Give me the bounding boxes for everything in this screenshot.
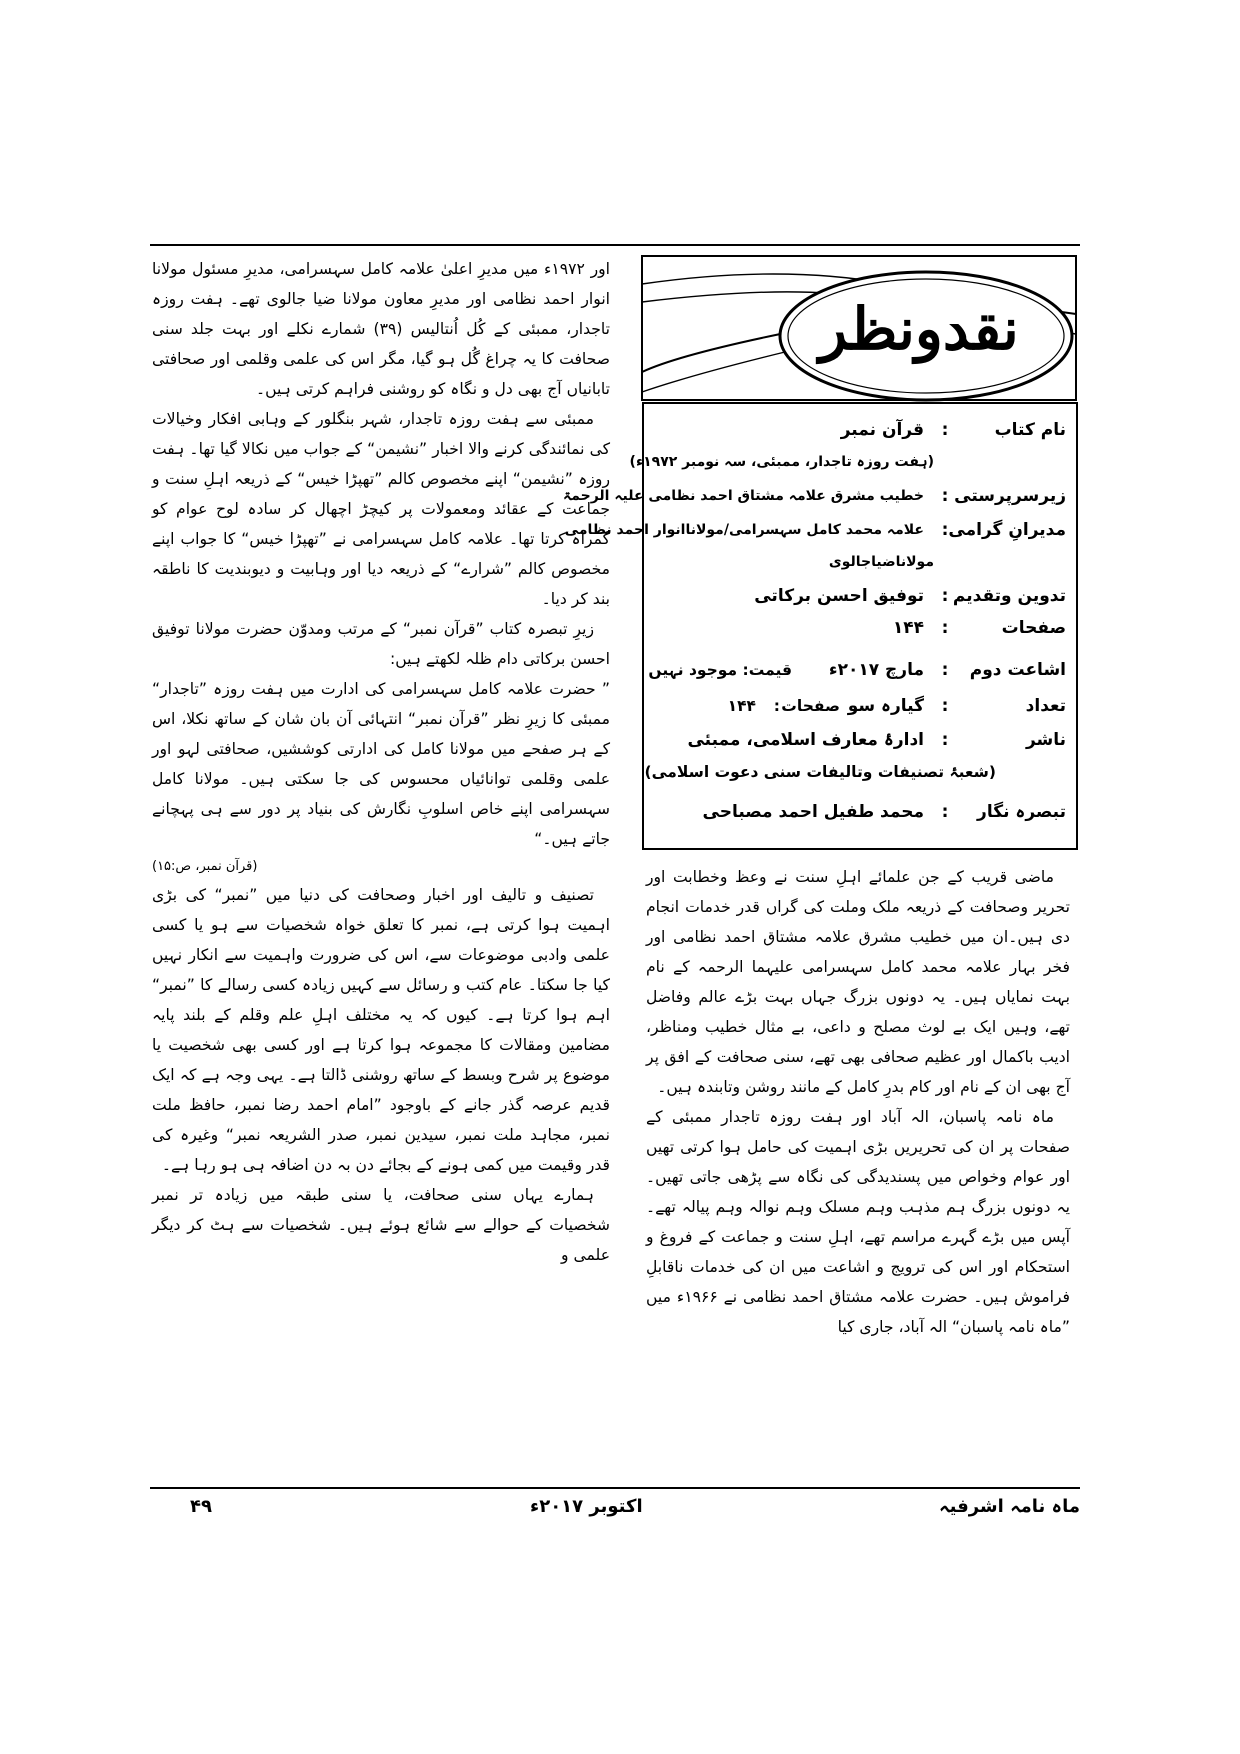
section-title: نقدونظر xyxy=(819,295,1019,363)
book-info-box xyxy=(563,402,1078,850)
editors-label: مدیرانِ گرامی xyxy=(948,520,1066,540)
block-quote: ” حضرت علامہ کامل سہسرامی کی ادارت میں ہفت روزہ ”تاجدار“ ممبئی کا زیرِ نظر ”قرآن نمبر“ انتہائی آن بان شان کے ساتھ نکلا، اس کے ہر صفحے میں مولانا کامل کی ادارتی کوششیں، صحافتی لہو اور علمی وقلمی توانائیاں محسوس کی جا سکتی ہیں۔ مولانا کامل سہسرامی اپنے خاص اسلوبِ نگارش کی بنیاد پر دور سے ہی پہچانے جاتے ہیں۔“ xyxy=(152,680,610,848)
colon: : xyxy=(941,420,949,440)
paragraph: زیرِ تبصرہ کتاب ”قرآن نمبر“ کے مرتب ومدوّن حضرت مولانا توفیق احسن برکاتی دام ظلہ لکھتے ہیں: xyxy=(152,620,610,668)
price-text: قیمت: موجود نہیں xyxy=(648,661,792,679)
colon: : xyxy=(941,730,949,750)
right-column xyxy=(563,250,1078,1480)
publisher-value: ادارۂ معارف اسلامی، ممبئی xyxy=(687,730,924,750)
left-column-body xyxy=(152,254,610,1270)
colon: : xyxy=(941,586,949,606)
edition-value: مارچ ۲۰۱۷ء xyxy=(828,660,924,680)
pages-value: ۱۴۴ xyxy=(892,618,924,638)
count-value: گیارہ سو xyxy=(847,696,924,716)
book-name-label: نام کتاب xyxy=(994,420,1066,440)
edition-label: اشاعت دوم xyxy=(969,660,1066,680)
patron-label: زیرسرپرستی xyxy=(954,486,1066,506)
quote-citation: (قرآن نمبر، ص:۱۵) xyxy=(152,859,258,874)
paragraph: ممبئی سے ہفت روزہ تاجدار، شہر بنگلور کے وہابی افکار وخیالات کی نمائندگی کرنے والا اخبار ”نشیمن“ کے جواب میں نکالا گیا تھا۔ ہفت روزہ ”نشیمن“ اپنے مخصوص کالم ”تھپڑا خیس“ کے ذریعہ اہلِ سنت و جماعت کے عقائد ومعمولات پر کیچڑ اچھال کر سادہ لوح عوام کو گمراہ کرتا تھا۔ علامہ کامل سہسرامی نے ”تھپڑا خیس“ کا جواب اپنے مخصوص کالم ”شرارے“ کے ذریعہ دیا اور وہابیت و دیوبندیت کا ناطقہ بند کر دیا۔ xyxy=(152,410,610,608)
compiler-value: توفیق احسن برکاتی xyxy=(754,586,924,606)
issue-date: اکتوبر ۲۰۱۷ء xyxy=(530,1496,643,1517)
paragraph: ہمارے یہاں سنی صحافت، یا سنی طبقہ میں زیادہ تر نمبر شخصیات کے حوالے سے شائع ہوئے ہیں۔ شخصیات سے ہٹ کر دیگر علمی و xyxy=(152,1186,610,1264)
colon: : xyxy=(941,696,949,716)
pages-label: صفحات xyxy=(1001,618,1066,638)
page-footer xyxy=(150,1492,1080,1532)
book-subtitle: (ہفت روزہ تاجدار، ممبئی، سہ نومبر ۱۹۷۲ء) xyxy=(629,454,934,470)
editors-value: علامہ محمد کامل سہسرامی/مولاناانوار احمد نظامی xyxy=(564,522,924,538)
page-number: ۴۹ xyxy=(190,1496,212,1517)
paragraph: اور ۱۹۷۲ء میں مدیرِ اعلیٰ علامہ کامل سہسرامی، مدیرِ مسئول مولانا انوار احمد نظامی اور مدیرِ معاون مولانا ضیا جالوی تھے۔ ہفت روزہ تاجدار، ممبئی کے کُل اُنتالیس (۳۹) شمارے نکلے اور بہت جلد سنی صحافت کا یہ چراغ گُل ہو گیا، مگر اس کی علمی وقلمی اور صحافتی تابانیاں آج بھی دل و نگاہ کو روشنی فراہم کرتی ہیں۔ xyxy=(152,260,611,398)
magazine-name: ماہ نامہ اشرفیہ xyxy=(939,1496,1080,1517)
bottom-rule xyxy=(150,1487,1080,1489)
patron-value: خطیب مشرق علامہ مشتاق احمد نظامی علیہ الرحمۃ xyxy=(563,488,924,504)
count-pages-label: صفحات xyxy=(781,697,840,715)
reviewer-label: تبصرہ نگار xyxy=(977,802,1066,822)
paragraph: ماہ نامہ پاسبان، الہ آباد اور ہفت روزہ تاجدار ممبئی کے صفحات پر ان کی تحریریں بڑی اہمیت کی حامل ہوا کرتی تھیں اور عوام وخواص میں پسندیدگی کی نگاہ سے پڑھی جاتی تھیں۔ یہ دونوں بزرگ ہم مذہب وہم مسلک وہم نوالہ وہم پیالہ تھے۔ آپس میں بڑے گہرے مراسم تھے، اہلِ سنت و جماعت کے فروغ و استحکام اور اس کی ترویج و اشاعت میں ان کی خدمات ناقابلِ فراموش ہیں۔ حضرت علامہ مشتاق احمد نظامی نے ۱۹۶۶ء میں ”ماہ نامہ پاسبان“ الہ آباد، جاری کیا xyxy=(646,1108,1070,1336)
reviewer-value: محمد طفیل احمد مصباحی xyxy=(702,802,924,822)
colon: : xyxy=(941,618,949,638)
book-name-value: قرآن نمبر xyxy=(840,420,924,440)
right-column-body xyxy=(646,862,1070,1342)
colon: : xyxy=(941,802,949,822)
left-column xyxy=(150,250,620,1480)
publisher-label: ناشر xyxy=(1025,730,1066,750)
colon: : xyxy=(941,520,949,540)
paragraph: تصنیف و تالیف اور اخبار وصحافت کی دنیا میں ”نمبر“ کی بڑی اہمیت ہوا کرتی ہے، نمبر کا تعلق خواہ شخصیات سے ہو یا کسی علمی وادبی موضوعات سے، اس کی ضرورت واہمیت سے انکار نہیں کیا جا سکتا۔ عام کتب و رسائل سے کہیں زیادہ کسی رسالے کا ”نمبر“ اہم ہوا کرتا ہے۔ کیوں کہ یہ مختلف اہلِ علم وقلم کے بلند پایہ مضامین ومقالات کا مجموعہ ہوا کرتا ہے اور کسی بھی شخصیت یا موضوع پر شرح وبسط کے ساتھ روشنی ڈالتا ہے۔ یہی وجہ ہے کہ ایک قدیم عرصہ گذر جانے کے باوجود ”امام احمد رضا نمبر، حافظ ملت نمبر، مجاہد ملت نمبر، سیدین نمبر، صدر الشریعہ نمبر“ وغیرہ کی قدر وقیمت میں کمی ہونے کے بجائے دن بہ دن اضافہ ہی ہو رہا ہے۔ xyxy=(152,886,610,1174)
section-banner xyxy=(640,254,1078,404)
publisher-subtitle: (شعبۂ تصنیفات وتالیفات سنی دعوت اسلامی) xyxy=(644,763,996,781)
colon: : xyxy=(941,486,949,506)
colon: : xyxy=(941,660,949,680)
paragraph: ماضی قریب کے جن علمائے اہلِ سنت نے وعظ وخطابت اور تحریر وصحافت کے ذریعہ ملک وملت کی گراں قدر خدمات انجام دی ہیں۔ان میں خطیب مشرق علامہ مشتاق احمد نظامی اور فخر بہار علامہ محمد کامل سہسرامی علیہما الرحمہ کے نام بہت نمایاں ہیں۔ یہ دونوں بزرگ جہاں بہت بڑے عالم وفاضل تھے، وہیں ایک بے لوث مصلح و داعی، بے مثال خطیب ومناظر، ادیب باکمال اور عظیم صحافی بھی تھے، سنی صحافت کے افق پر آج بھی ان کے نام اور کام بدرِ کامل کے مانند روشن وتابندہ ہیں۔ xyxy=(646,868,1070,1096)
count-label: تعداد xyxy=(1025,696,1066,716)
top-rule xyxy=(150,244,1080,246)
editors-value-2: مولاناضیاجالوی xyxy=(828,554,934,570)
compiler-label: تدوین وتقدیم xyxy=(952,586,1066,606)
count-pages-value: ۱۴۴ xyxy=(727,697,756,715)
colon: : xyxy=(773,697,780,715)
